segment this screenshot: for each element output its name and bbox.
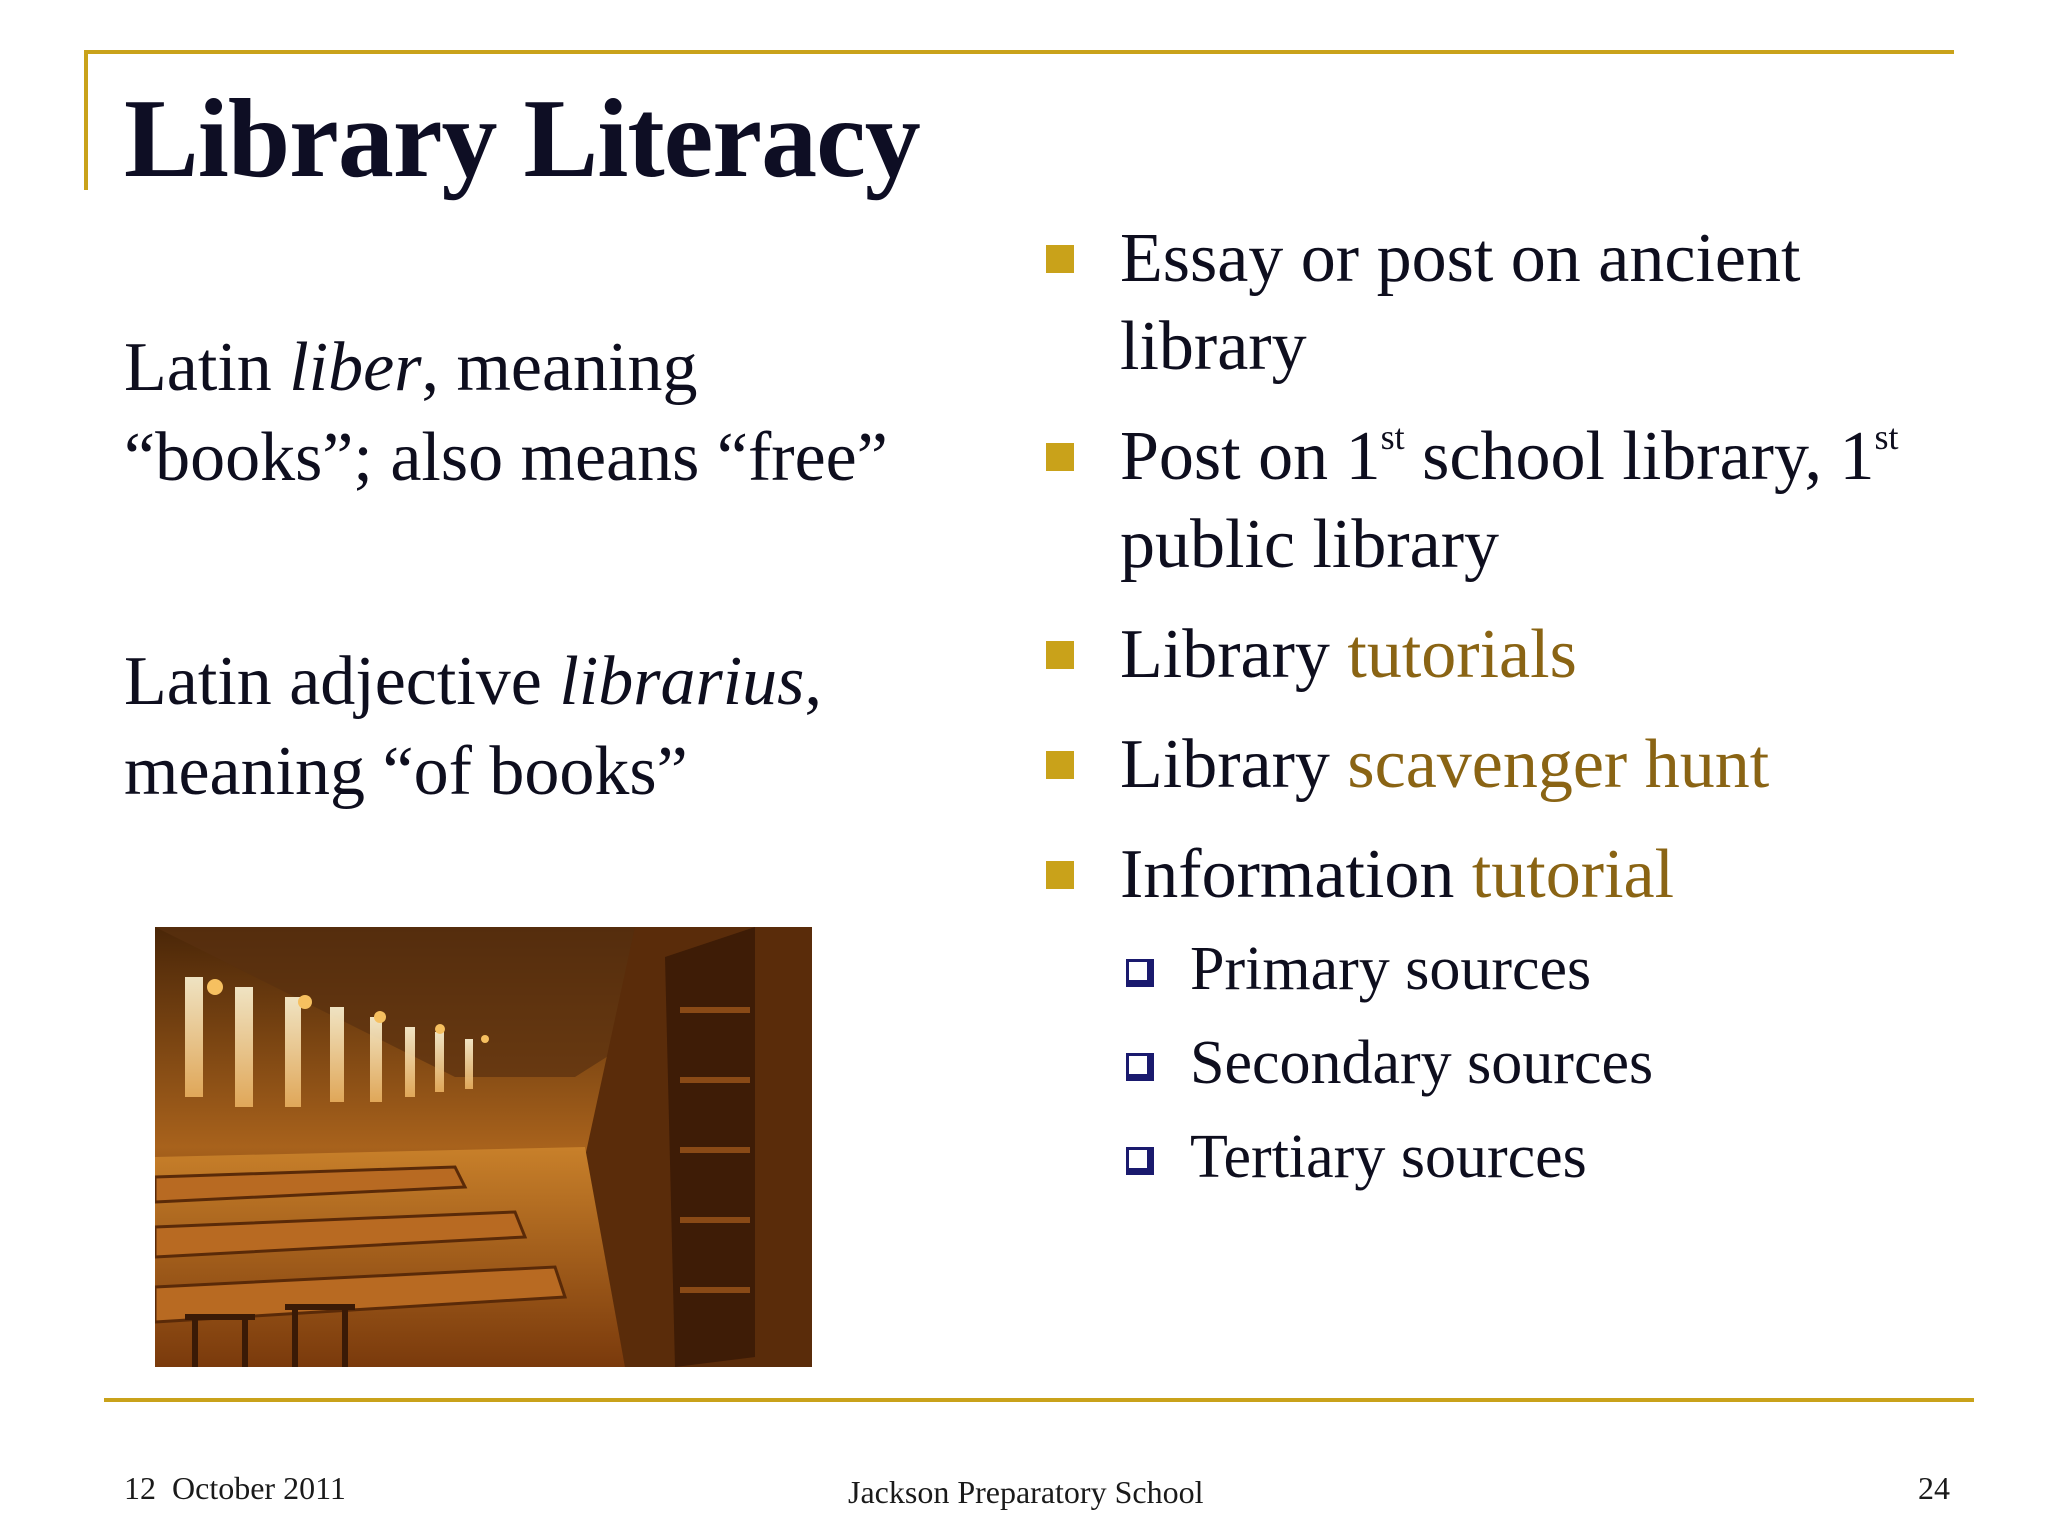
checkbox-bullet-icon	[1126, 1053, 1150, 1077]
etymology-liber-line1: Latin liber, meaning	[124, 329, 698, 406]
etymology-liber	[124, 323, 888, 503]
latin-word-librarius: librarius	[559, 643, 805, 720]
checkbox-bullet-icon	[1126, 1147, 1150, 1171]
etymology-liber-line2: “books”; also means “free”	[124, 419, 888, 496]
footer-date: 12 October 2011	[124, 1470, 346, 1506]
slide-title: Library Literacy	[124, 77, 920, 201]
square-bullet-icon	[1046, 245, 1074, 273]
list-item: Library scavenger hunt	[1040, 721, 2000, 809]
information-tutorial-link[interactable]: tutorial	[1471, 836, 1675, 913]
footer-rule	[104, 1398, 1974, 1402]
slide-number: 24	[1918, 1470, 1950, 1506]
list-item: Post on 1st school library, 1st public library	[1040, 413, 2000, 589]
tutorials-link[interactable]: tutorials	[1347, 616, 1577, 693]
checkbox-bullet-icon	[1126, 959, 1150, 983]
square-bullet-icon	[1046, 861, 1074, 889]
top-rule	[84, 50, 1954, 54]
square-bullet-icon	[1046, 751, 1074, 779]
sub-list-item: Primary sources	[1040, 929, 2000, 1009]
footer-school-name: Jackson Preparatory School	[848, 1474, 1204, 1510]
library-reading-room-image	[155, 927, 812, 1367]
bullet-list	[1040, 215, 2000, 1211]
list-item: Library tutorials	[1040, 611, 2000, 699]
etymology-librarius-line1: Latin adjective librarius,	[124, 643, 822, 720]
latin-word-liber: liber	[289, 329, 422, 406]
etymology-librarius-line2: meaning “of books”	[124, 733, 688, 810]
square-bullet-icon	[1046, 641, 1074, 669]
etymology-librarius	[124, 637, 822, 817]
sub-list-item: Tertiary sources	[1040, 1117, 2000, 1197]
left-rule	[84, 50, 88, 190]
list-item: Information tutorial	[1040, 831, 2000, 919]
list-item: Essay or post on ancient library	[1040, 215, 2000, 391]
scavenger-hunt-link[interactable]: scavenger hunt	[1347, 726, 1770, 803]
sub-list-item: Secondary sources	[1040, 1023, 2000, 1103]
square-bullet-icon	[1046, 443, 1074, 471]
